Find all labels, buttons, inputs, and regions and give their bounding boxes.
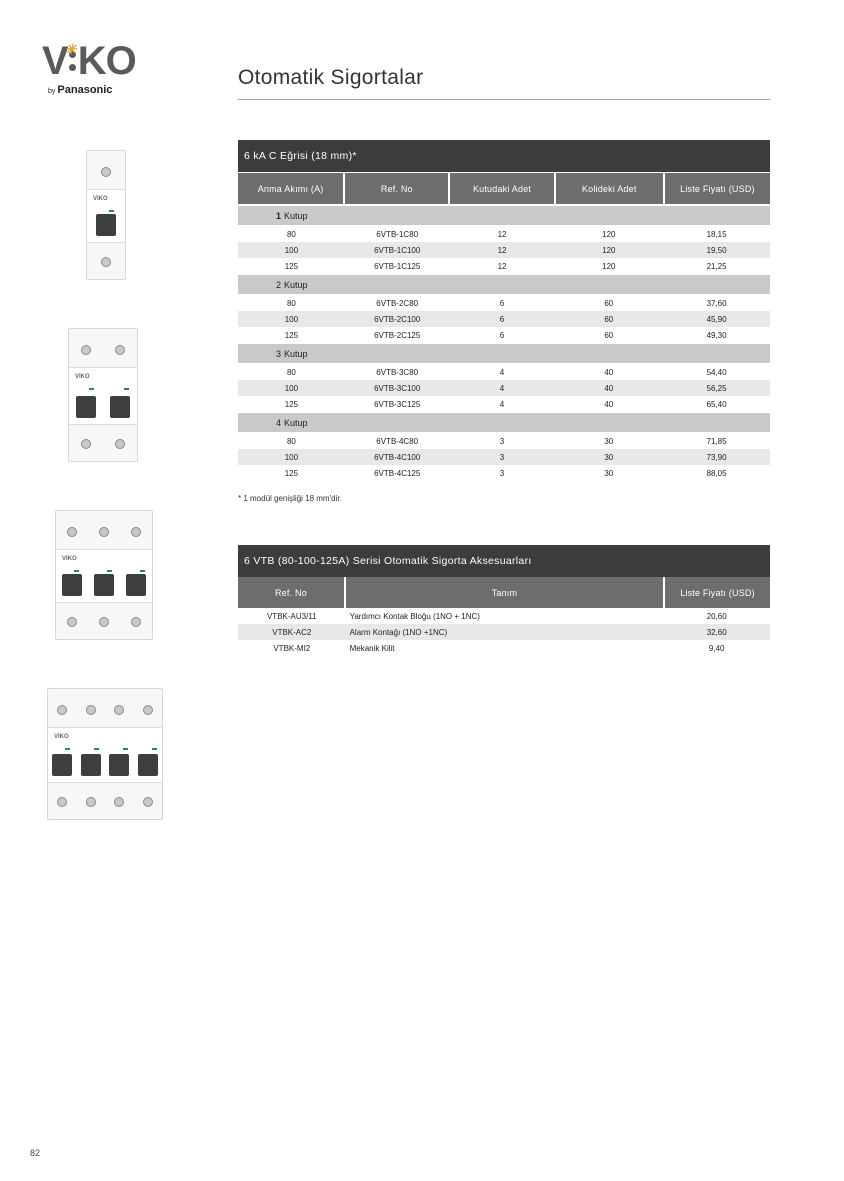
- table-cell: 6VTB-3C100: [374, 383, 421, 393]
- table-cell: 6: [499, 314, 505, 324]
- screw-icon: [99, 617, 109, 627]
- table-cell: VTBK-AC2: [272, 627, 312, 637]
- screw-icon: [131, 617, 141, 627]
- table-cell: 4: [499, 383, 505, 393]
- table-cell: 32,60: [706, 627, 727, 637]
- table-row: [238, 327, 770, 343]
- table-cell: 49,30: [706, 330, 727, 340]
- breaker-body: [56, 549, 152, 603]
- status-indicator-icon: [123, 748, 128, 750]
- table-cell: 45,90: [706, 314, 727, 324]
- screw-icon: [143, 797, 153, 807]
- table-cell: 40: [604, 367, 614, 377]
- table-row: [238, 640, 770, 656]
- title-divider: [238, 99, 770, 100]
- table1-group-row: [238, 275, 770, 294]
- screw-icon: [86, 705, 96, 715]
- group-label: Kutup: [284, 417, 308, 428]
- table-cell: VTBK-AU3/11: [266, 611, 317, 621]
- table-cell: 6VTB-1C80: [376, 229, 419, 239]
- toggle-handle-icon: [81, 754, 101, 776]
- table-row: [238, 226, 770, 242]
- status-indicator-icon: [74, 570, 79, 572]
- screw-icon: [131, 527, 141, 537]
- table-cell: 120: [602, 229, 616, 239]
- table-cell: 60: [604, 298, 614, 308]
- table-cell: 40: [604, 383, 614, 393]
- table-cell: 3: [499, 468, 505, 478]
- table-cell: 100: [284, 314, 299, 324]
- table-row: [238, 608, 770, 624]
- table1-column-header: Kolideki Adet: [556, 173, 663, 204]
- table-cell: 54,40: [706, 367, 727, 377]
- table-cell: 12: [497, 245, 507, 255]
- logo-wordmark: [42, 40, 162, 82]
- table-row: [238, 311, 770, 327]
- group-pole-count: 4: [276, 417, 282, 428]
- table1-group-row: [238, 344, 770, 363]
- group-label: Kutup: [284, 279, 308, 290]
- status-indicator-icon: [94, 748, 99, 750]
- table-cell: 71,85: [706, 436, 727, 446]
- breaker-handles: [69, 396, 137, 418]
- table-cell: 6: [499, 330, 505, 340]
- table-cell: 88,05: [706, 468, 727, 478]
- table1-column-header: Liste Fiyatı (USD): [665, 173, 770, 204]
- status-indicator-icon: [107, 570, 112, 572]
- table-cell: 125: [284, 399, 299, 409]
- table-cell: 125: [284, 468, 299, 478]
- toggle-handle-icon: [109, 754, 129, 776]
- status-indicator-icon: [124, 388, 129, 390]
- screw-icon: [99, 527, 109, 537]
- table2-column-headers: [238, 577, 770, 608]
- table-cell: 30: [604, 468, 614, 478]
- screw-icon: [115, 345, 125, 355]
- toggle-handle-icon: [76, 396, 96, 418]
- screw-icon: [101, 257, 111, 267]
- table-cell: 6VTB-2C100: [374, 314, 421, 324]
- table1-group-row: [238, 206, 770, 225]
- table-cell: VTBK-MI2: [273, 643, 311, 653]
- screw-icon: [67, 617, 77, 627]
- table-cell: 20,60: [706, 611, 727, 621]
- table1-column-header: Ref. No: [345, 173, 448, 204]
- table-row: [238, 449, 770, 465]
- table-cell: 37,60: [706, 298, 727, 308]
- table-cell: 80: [286, 229, 296, 239]
- table-cell: 60: [604, 314, 614, 324]
- table-cell: 9,40: [708, 643, 725, 653]
- table-row: [238, 242, 770, 258]
- group-label: Kutup: [284, 348, 308, 359]
- table-cell: 30: [604, 452, 614, 462]
- breaker-brand-label: VIKO: [93, 196, 108, 202]
- viko-logo: [42, 40, 162, 100]
- mcb-3-pole-image: [55, 510, 153, 640]
- top-terminal: [69, 337, 137, 363]
- table-cell: Mekanik Kilit: [349, 643, 395, 653]
- table-cell: 6VTB-4C100: [374, 452, 421, 462]
- table2-column-header: Liste Fiyatı (USD): [665, 577, 770, 608]
- toggle-handle-icon: [110, 396, 130, 418]
- table-cell: 21,25: [706, 261, 727, 271]
- table-row: [238, 364, 770, 380]
- table-row: [238, 624, 770, 640]
- table-cell: 100: [284, 452, 299, 462]
- screw-icon: [57, 705, 67, 715]
- screw-icon: [143, 705, 153, 715]
- table-cell: 65,40: [706, 399, 727, 409]
- screw-icon: [101, 167, 111, 177]
- table-cell: 80: [286, 436, 296, 446]
- screw-icon: [81, 345, 91, 355]
- table-cell: 125: [284, 330, 299, 340]
- footnote: * 1 modül genişliği 18 mm'dir.: [238, 494, 342, 503]
- bottom-terminal: [87, 249, 125, 275]
- table-cell: 6VTB-2C80: [376, 298, 419, 308]
- table-cell: 80: [286, 367, 296, 377]
- group-pole-count: 2: [276, 279, 282, 290]
- status-indicator-icon: [140, 570, 145, 572]
- table-cell: 4: [499, 399, 505, 409]
- table1-column-headers: [238, 173, 770, 204]
- page-number: 82: [30, 1148, 41, 1158]
- table-row: [238, 465, 770, 481]
- table-cell: 73,90: [706, 452, 727, 462]
- table-cell: 6VTB-4C125: [374, 468, 421, 478]
- table2-column-header: Ref. No: [238, 577, 344, 608]
- logo-letters-ko: KO: [77, 39, 136, 83]
- toggle-handle-icon: [52, 754, 72, 776]
- breaker-body: [69, 367, 137, 425]
- mcb-1-pole-image: [86, 150, 126, 280]
- screw-icon: [114, 797, 124, 807]
- table1-column-header: Kutudaki Adet: [450, 173, 553, 204]
- screw-icon: [81, 439, 91, 449]
- table1-column-header: Anma Akımı (A): [238, 173, 343, 204]
- table-cell: 100: [284, 245, 299, 255]
- group-label: Kutup: [284, 210, 308, 221]
- screw-icon: [67, 527, 77, 537]
- logo-letter-v: V: [42, 39, 68, 83]
- toggle-handle-icon: [96, 214, 116, 236]
- table-cell: 18,15: [706, 229, 727, 239]
- table-row: [238, 396, 770, 412]
- table-cell: 100: [284, 383, 299, 393]
- table-cell: 3: [499, 452, 505, 462]
- table-cell: 4: [499, 367, 505, 377]
- table-cell: 3: [499, 436, 505, 446]
- top-terminal: [48, 697, 162, 723]
- table-cell: 56,25: [706, 383, 727, 393]
- table-cell: 120: [602, 245, 616, 255]
- status-indicator-icon: [109, 210, 114, 212]
- table-row: [238, 433, 770, 449]
- screw-icon: [114, 705, 124, 715]
- table-cell: 60: [604, 330, 614, 340]
- toggle-handle-icon: [126, 574, 146, 596]
- logo-panasonic: Panasonic: [57, 84, 113, 96]
- table-cell: 19,50: [706, 245, 727, 255]
- status-indicator-icon: [89, 388, 94, 390]
- table-cell: 6VTB-4C80: [376, 436, 419, 446]
- top-terminal: [87, 159, 125, 185]
- table-row: [238, 380, 770, 396]
- screw-icon: [57, 797, 67, 807]
- table-cell: 12: [497, 229, 507, 239]
- table-cell: 6: [499, 298, 505, 308]
- table-cell: Yardımcı Kontak Bloğu (1NO + 1NC): [349, 611, 480, 621]
- toggle-handle-icon: [138, 754, 158, 776]
- breaker-brand-label: VIKO: [54, 734, 69, 740]
- table-cell: 6VTB-1C100: [374, 245, 421, 255]
- table-cell: Alarm Kontağı (1NO +1NC): [349, 627, 448, 637]
- bottom-terminal: [48, 789, 162, 815]
- table2-title: 6 VTB (80-100-125A) Serisi Otomatik Sigorta Aksesuarları: [238, 545, 770, 577]
- group-pole-count: 1: [276, 210, 282, 221]
- breaker-handles: [87, 214, 125, 236]
- group-pole-count: 3: [276, 348, 282, 359]
- breaker-brand-label: VIKO: [62, 556, 77, 562]
- table-row: [238, 258, 770, 274]
- logo-colon-icon: [64, 41, 76, 71]
- bottom-terminal: [56, 609, 152, 635]
- screw-icon: [115, 439, 125, 449]
- top-terminal: [56, 519, 152, 545]
- breaker-handles: [48, 754, 162, 776]
- screw-icon: [86, 797, 96, 807]
- table-cell: 6VTB-3C80: [376, 367, 419, 377]
- breaker-brand-label: VIKO: [75, 374, 90, 380]
- mcb-2-pole-image: [68, 328, 138, 462]
- table-cell: 80: [286, 298, 296, 308]
- table-cell: 6VTB-3C125: [374, 399, 421, 409]
- table-cell: 125: [284, 261, 299, 271]
- table-cell: 40: [604, 399, 614, 409]
- spark-icon: ✳: [64, 41, 76, 57]
- toggle-handle-icon: [62, 574, 82, 596]
- breaker-body: [48, 727, 162, 783]
- table-cell: 12: [497, 261, 507, 271]
- table-cell: 120: [602, 261, 616, 271]
- bottom-terminal: [69, 431, 137, 457]
- table-cell: 6VTB-2C125: [374, 330, 421, 340]
- toggle-handle-icon: [94, 574, 114, 596]
- table1-title: 6 kA C Eğrisi (18 mm)*: [238, 140, 770, 172]
- page-title: Otomatik Sigortalar: [238, 66, 424, 89]
- status-indicator-icon: [152, 748, 157, 750]
- table1-group-row: [238, 413, 770, 432]
- breaker-body: [87, 189, 125, 243]
- logo-subtitle: [48, 84, 162, 96]
- mcb-4-pole-image: [47, 688, 163, 820]
- logo-by: by: [48, 88, 56, 95]
- table-row: [238, 295, 770, 311]
- table-cell: 6VTB-1C125: [374, 261, 421, 271]
- table-cell: 30: [604, 436, 614, 446]
- table2-column-header: Tanım: [346, 577, 663, 608]
- breaker-handles: [56, 574, 152, 596]
- status-indicator-icon: [65, 748, 70, 750]
